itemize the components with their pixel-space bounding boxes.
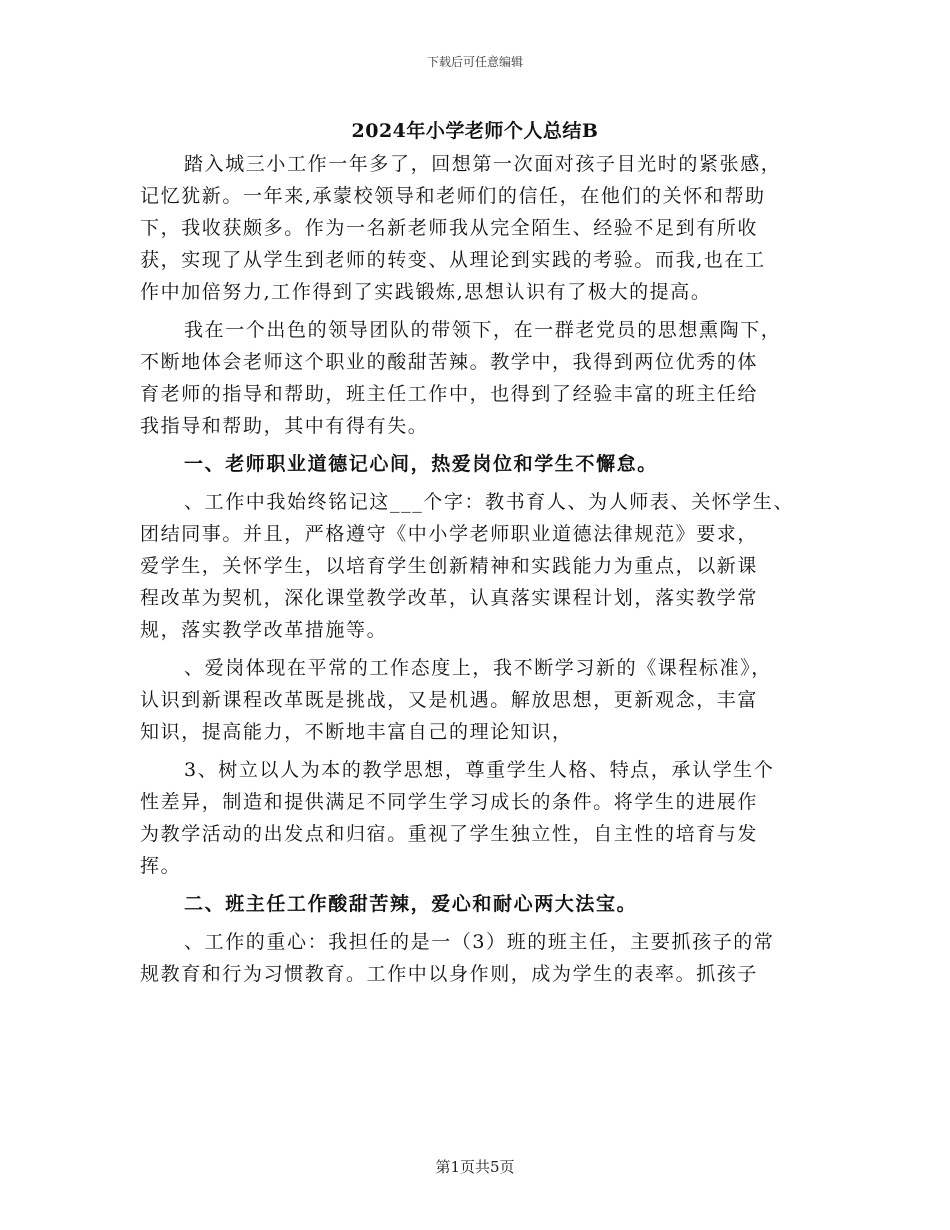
paragraph-line: 规，落实教学改革措施等。 [140, 619, 388, 641]
page-header: 下载后可任意编辑 [426, 55, 523, 69]
paragraph-line: 记忆犹新。一年来,承蒙校领导和老师们的信任，在他们的关怀和帮助 [140, 185, 766, 207]
paragraph-line: 育老师的指导和帮助，班主任工作中，也得到了经验丰富的班主任给 [140, 383, 759, 405]
section-heading: 一、老师职业道德记心间，热爱岗位和学生不懈怠。 [184, 453, 658, 475]
document-title: 2024年小学老师个人总结B [351, 120, 599, 142]
paragraph-line: 不断地体会老师这个职业的酸甜苦辣。教学中，我得到两位优秀的体 [140, 351, 759, 373]
paragraph-line: 程改革为契机，深化课堂教学改革，认真落实课程计划，落实教学常 [140, 587, 759, 609]
paragraph-line: 爱学生，关怀学生，以培育学生创新精神和实践能力为重点，以新课 [140, 555, 759, 577]
paragraph-line: 、工作中我始终铭记这___个字：教书育人、为人师表、关怀学生、 [184, 491, 795, 513]
paragraph-line: 挥。 [140, 855, 182, 877]
paragraph-line: 知识，提高能力，不断地丰富自己的理论知识， [140, 721, 573, 743]
paragraph-line: 为教学活动的出发点和归宿。重视了学生独立性，自主性的培育与发 [140, 823, 759, 845]
paragraph-line: 性差异，制造和提供满足不同学生学习成长的条件。将学生的进展作 [140, 791, 759, 813]
paragraph-line: 踏入城三小工作一年多了，回想第一次面对孩子目光时的紧张感， [184, 153, 782, 175]
paragraph-line: 、爱岗体现在平常的工作态度上，我不断学习新的《课程标准》， [184, 657, 772, 679]
paragraph-line: 认识到新课程改革既是挑战，又是机遇。解放思想，更新观念，丰富 [140, 689, 759, 711]
document-body [140, 148, 830, 990]
paragraph-line: 规教育和行为习惯教育。工作中以身作则，成为学生的表率。抓孩子 [140, 963, 759, 985]
paragraph-line: 我在一个出色的领导团队的带领下，在一群老党员的思想熏陶下， [184, 319, 782, 341]
paragraph-line: 获，实现了从学生到老师的转变、从理论到实践的考验。而我,也在工 [140, 249, 766, 271]
section-heading: 二、班主任工作酸甜苦辣，爱心和耐心两大法宝。 [184, 893, 638, 915]
paragraph-line: 3、树立以人为本的教学思想，尊重学生人格、特点，承认学生个 [184, 759, 775, 781]
paragraph-line: 下，我收获颇多。作为一名新老师我从完全陌生、经验不足到有所收 [140, 217, 759, 239]
paragraph-line: 我指导和帮助，其中有得有失。 [140, 415, 429, 437]
page-footer: 第1页共5页 [435, 1158, 515, 1176]
paragraph-line: 作中加倍努力,工作得到了实践锻炼,思想认识有了极大的提高。 [140, 281, 712, 303]
paragraph-line: 、工作的重心：我担任的是一（3）班的班主任，主要抓孩子的常 [184, 931, 775, 953]
paragraph-line: 团结同事。并且，严格遵守《中小学老师职业道德法律规范》要求， [140, 523, 759, 545]
